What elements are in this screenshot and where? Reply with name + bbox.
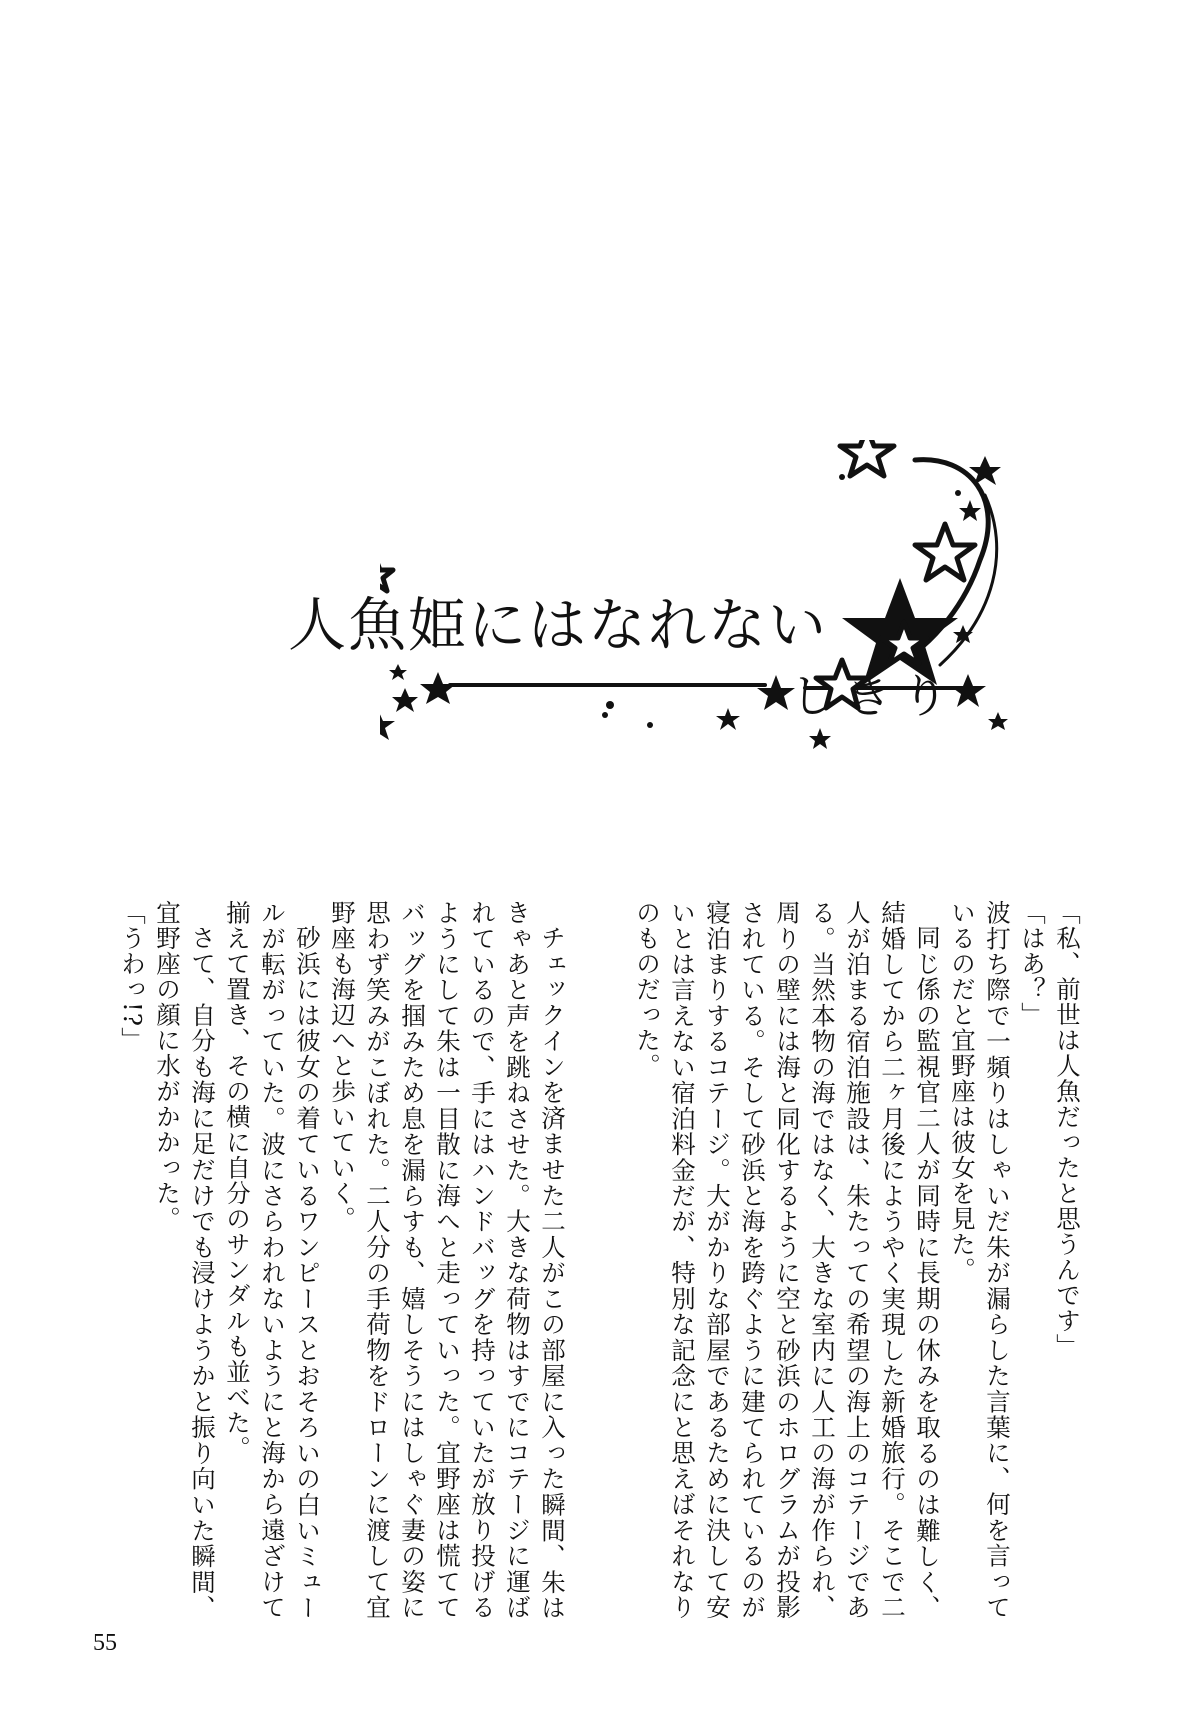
paragraph: 「はあ？」 (1018, 900, 1047, 1028)
paragraph: さて、自分も海に足だけでも浸けようかと振り向いた瞬間、宜野座の顔に水がかかった。 (153, 900, 217, 1620)
paragraph: 同じ係の監視官二人が同時に長期の休みを取るのは難しく、結婚してから二ヶ月後にようやく実現した新婚旅行。そこで二人が泊まる宿泊施設は、朱たっての希望の海上のコテージである。当然本物の海ではなく、大きな室内に人工の海が作られ、周りの壁には海と同化するように空と砂浜のホログラムが投影されている。そして砂浜と海を跨ぐように建てられているのが寝泊まりするコテージ。大がかりな部屋であるために決して安いとは言えない宿泊料金だが、特別な記念にと思えばそれなりのものだった。 (633, 900, 942, 1620)
paragraph: 「うわっ!?」 (118, 900, 147, 1053)
star-icon (840, 440, 894, 476)
story-title: 人魚姫にはなれない (288, 591, 829, 659)
body-text (75, 900, 1085, 1620)
paragraph: チェックインを済ませた二人がこの部屋に入った瞬間、朱はきゃあと声を跳ねさせた。大きな荷物はすでにコテージに運ばれているので、手にはハンドバッグを持っていたが放り投げるようにして朱は一目散に海へと走っていった。宜野座は慌ててバッグを掴みため息を漏らすも、嬉しそうにはしゃぐ妻の姿に思わず笑みがこぼれた。二人分の手荷物をドローンに渡して宜野座も海辺へと歩いていく。 (328, 900, 567, 1620)
page-number: 55 (93, 1630, 117, 1656)
star-icon (716, 708, 740, 730)
star-icon (988, 712, 1008, 730)
star-icon (420, 672, 456, 704)
star-icon (389, 664, 407, 680)
star-icon (392, 688, 418, 712)
paragraph: 波打ち際で一頻りはしゃいだ朱が漏らした言葉に、何を言っているのだと宜野座は彼女を見た。 (948, 900, 1012, 1620)
author-name: しきり (790, 669, 958, 723)
star-icon (959, 500, 981, 521)
paragraph: 「私、前世は人魚だったと思うんです」 (1053, 900, 1082, 1359)
star-icon (809, 728, 831, 749)
star-icon (915, 524, 975, 580)
paragraph: 砂浜には彼女の着ているワンピースとおそろいの白いミュールが転がっていた。波にさらわれないようにと海から遠ざけて揃えて置き、その横に自分のサンダルも並べた。 (223, 900, 322, 1620)
star-icon (380, 710, 395, 740)
